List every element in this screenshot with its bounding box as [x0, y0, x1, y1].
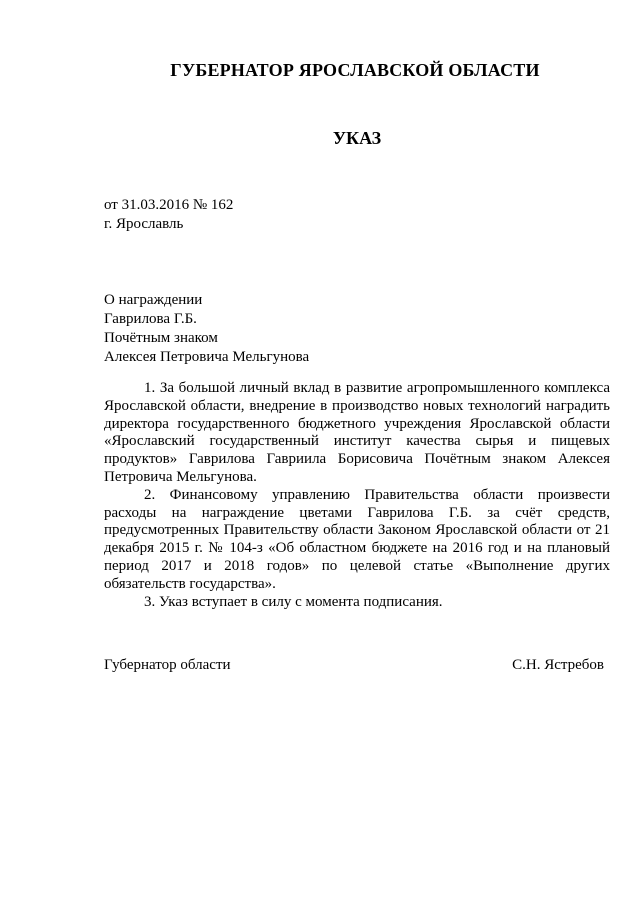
subject-line: Гаврилова Г.Б. [104, 311, 197, 327]
document-meta [104, 196, 233, 234]
document-type-heading: УКАЗ [332, 128, 382, 148]
body-paragraph-1: 1. За большой личный вклад в развитие агропромышленного комплекса Ярославской области, внедрение в производство новых технологий наградить директора государственного бюджетного учреждения Ярославской области «Ярославский государственный институт качества сырья и пищевых продуктов» Гаврилова Гавриила Борисовича Почётным знаком Алексея Петровича Мельгунова. [104, 380, 610, 485]
signatory-position: Губернатор области [104, 657, 231, 673]
body-paragraph-2: 2. Финансовому управлению Правительства области произвести расходы на награждение цветами Гаврилова Г.Б. за счёт средств, предусмотренных Правительству области Законом Ярославской области от 21 декабря 2015 г. № 104-з «Об областном бюджете на 2016 год и на плановый период 2017 и 2018 годов» по целевой статье «Выполнение других обязательств государства». [104, 486, 610, 592]
document-date-number: от 31.03.2016 № 162 [104, 197, 234, 213]
subject-line: Алексея Петровича Мельгунова [104, 349, 310, 365]
document-subject [104, 291, 309, 367]
signatory-name: С.Н. Ястребов [512, 657, 604, 673]
document-body [104, 380, 610, 611]
document-city: г. Ярославль [104, 216, 184, 232]
document-authority-title: ГУБЕРНАТОР ЯРОСЛАВСКОЙ ОБЛАСТИ [170, 60, 540, 80]
body-paragraph-3: 3. Указ вступает в силу с момента подписания. [144, 593, 443, 610]
subject-line: О награждении [104, 292, 203, 308]
subject-line: Почётным знаком [104, 330, 218, 346]
